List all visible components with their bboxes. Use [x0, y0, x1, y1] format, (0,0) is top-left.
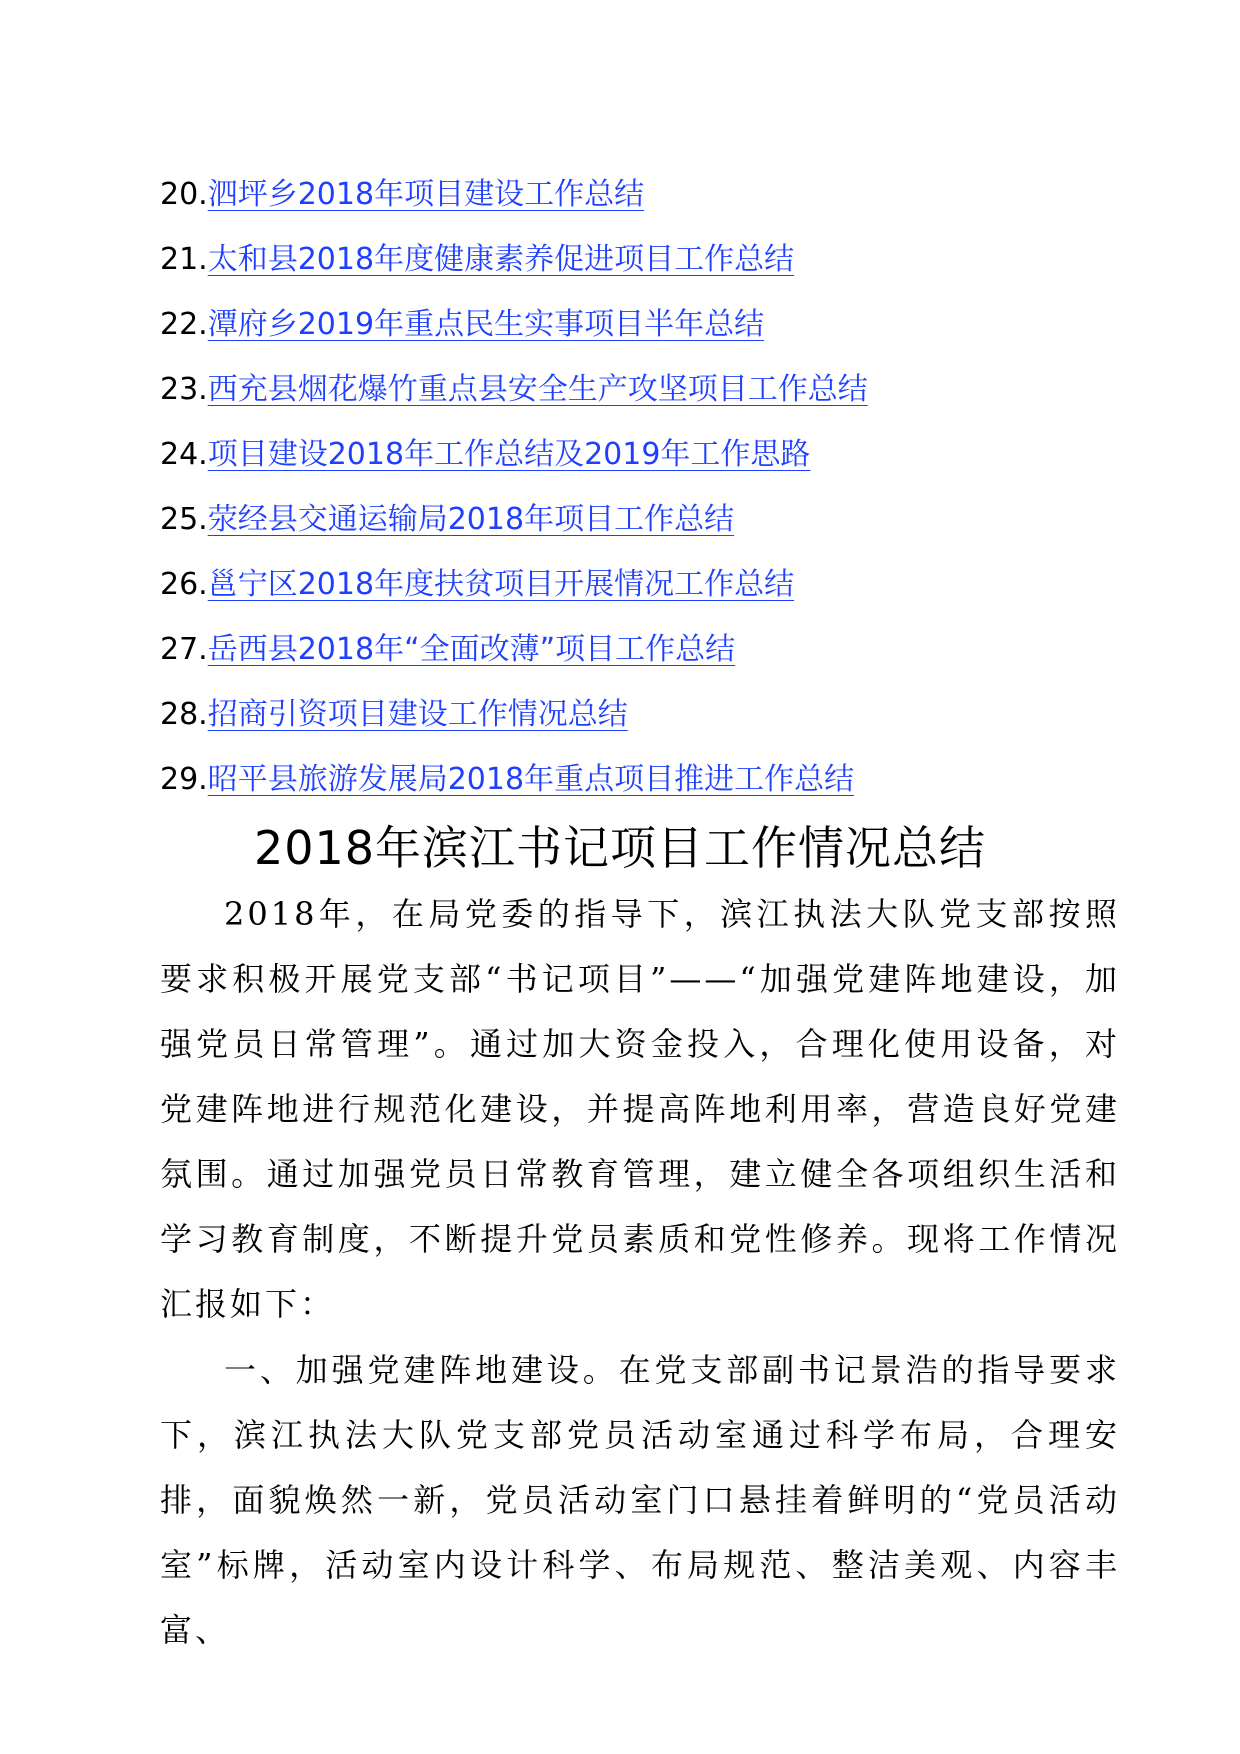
- toc-link-28[interactable]: 招商引资项目建设工作情况总结: [207, 697, 628, 732]
- toc-number: 23.: [160, 372, 208, 407]
- toc-item-24: [160, 422, 1160, 487]
- toc-link-25[interactable]: 荥经县交通运输局2018年项目工作总结: [207, 502, 735, 537]
- toc-number: 26.: [160, 567, 208, 602]
- body-paragraph: 2018年，在局党委的指导下，滨江执法大队党支部按照要求积极开展党支部“书记项目”——“加强党建阵地建设，加强党员日常管理”。通过加大资金投入，合理化使用设备，对党建阵地进行规范化建设，并提高阵地利用率，营造良好党建氛围。通过加强党员日常教育管理，建立健全各项组织生活和学习教育制度，不断提升党员素质和党性修养。现将工作情况汇报如下：: [160, 895, 1120, 1323]
- table-of-contents: [160, 162, 1160, 812]
- toc-link-21[interactable]: 太和县2018年度健康素养促进项目工作总结: [207, 242, 795, 277]
- toc-item-29: [160, 747, 1160, 812]
- toc-item-28: [160, 682, 1160, 747]
- toc-link-24[interactable]: 项目建设2018年工作总结及2019年工作思路: [207, 437, 811, 472]
- toc-link-20[interactable]: 泗坪乡2018年项目建设工作总结: [207, 177, 645, 212]
- toc-link-22[interactable]: 潭府乡2019年重点民生实事项目半年总结: [207, 307, 765, 342]
- toc-number: 27.: [160, 632, 208, 667]
- toc-item-23: [160, 357, 1160, 422]
- toc-number: 20.: [160, 177, 208, 212]
- toc-number: 28.: [160, 697, 208, 732]
- toc-item-26: [160, 552, 1160, 617]
- toc-item-22: [160, 292, 1160, 357]
- toc-link-27[interactable]: 岳西县2018年“全面改薄”项目工作总结: [207, 632, 736, 667]
- toc-number: 24.: [160, 437, 208, 472]
- toc-item-25: [160, 487, 1160, 552]
- toc-item-21: [160, 227, 1160, 292]
- toc-item-27: [160, 617, 1160, 682]
- toc-link-23[interactable]: 西充县烟花爆竹重点县安全生产攻坚项目工作总结: [207, 372, 868, 407]
- body-paragraph: 一、加强党建阵地建设。在党支部副书记景浩的指导要求下，滨江执法大队党支部党员活动室通过科学布局，合理安排，面貌焕然一新，党员活动室门口悬挂着鲜明的“党员活动室”标牌，活动室内设计科学、布局规范、整洁美观、内容丰富、: [160, 1351, 1120, 1649]
- toc-item-20: [160, 162, 1160, 227]
- toc-number: 29.: [160, 762, 208, 797]
- document-title: 2018年滨江书记项目工作情况总结: [253, 821, 987, 875]
- toc-number: 21.: [160, 242, 208, 277]
- toc-number: 22.: [160, 307, 208, 342]
- toc-link-26[interactable]: 邕宁区2018年度扶贫项目开展情况工作总结: [207, 567, 795, 602]
- toc-number: 25.: [160, 502, 208, 537]
- toc-link-29[interactable]: 昭平县旅游发展局2018年重点项目推进工作总结: [207, 762, 855, 797]
